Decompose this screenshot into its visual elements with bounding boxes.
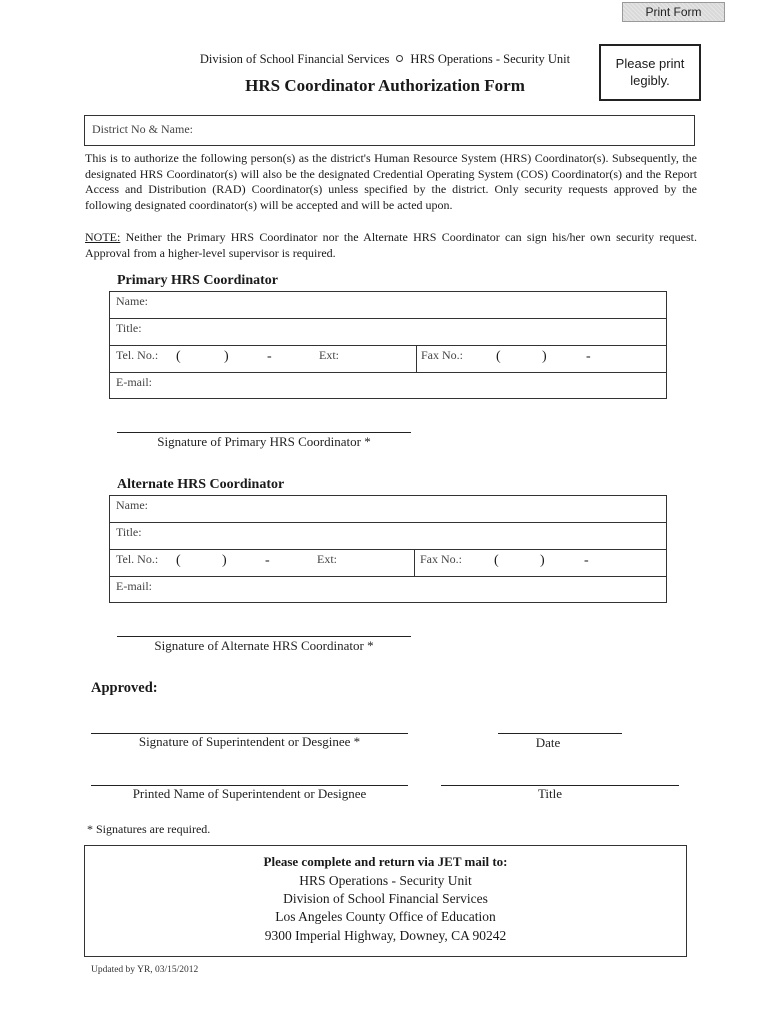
primary-tel-paren-open: ( xyxy=(176,349,181,364)
primary-fax-paren-close: ) xyxy=(542,349,547,364)
alternate-signature-line[interactable] xyxy=(117,636,411,637)
alternate-fax-dash: - xyxy=(584,553,589,568)
title-label: Title xyxy=(537,786,563,801)
alternate-phone-row xyxy=(110,550,666,577)
return-line-office: Los Angeles County Office of Education xyxy=(275,909,496,924)
primary-fax-label: Fax No.: xyxy=(421,348,463,362)
return-heading: Please complete and return via JET mail to: xyxy=(263,854,508,869)
print-legibly-note xyxy=(599,44,701,101)
district-label: District No & Name: xyxy=(92,122,193,136)
primary-title-field[interactable] xyxy=(110,319,666,346)
primary-phone-row xyxy=(110,346,666,373)
return-line-unit: HRS Operations - Security Unit xyxy=(299,873,472,888)
alternate-name-field[interactable] xyxy=(110,496,666,523)
print-note-line2: legibly. xyxy=(630,73,670,88)
alternate-tel-paren-open: ( xyxy=(176,553,181,568)
print-form-button[interactable]: Print Form xyxy=(622,2,725,22)
separator-circle-icon xyxy=(396,55,403,62)
alternate-fax-label: Fax No.: xyxy=(420,552,462,566)
primary-ext-label: Ext: xyxy=(319,348,339,362)
alternate-tel-dash: - xyxy=(265,553,270,568)
alternate-ext-label: Ext: xyxy=(317,552,337,566)
alternate-tel-label: Tel. No.: xyxy=(116,552,159,566)
superintendent-signature-label: Signature of Superintendent or Desginee * xyxy=(138,734,361,749)
date-line[interactable] xyxy=(498,733,622,734)
form-title: HRS Coordinator Authorization Form xyxy=(245,76,525,95)
alternate-fax-paren-open: ( xyxy=(494,553,499,568)
primary-title-label: Title: xyxy=(116,321,142,335)
alternate-coordinator-table xyxy=(109,495,667,603)
note-text: Neither the Primary HRS Coordinator nor the Alternate HRS Coordinator can sign his/her own security request. Approval from a higher-level supervisor is required. xyxy=(85,230,697,260)
note-paragraph xyxy=(85,230,697,261)
date-label: Date xyxy=(535,735,561,750)
primary-fax-paren-open: ( xyxy=(496,349,501,364)
note-prefix: NOTE: xyxy=(85,230,121,244)
primary-fax-dash: - xyxy=(586,349,591,364)
alternate-title-field[interactable] xyxy=(110,523,666,550)
unit-name: HRS Operations - Security Unit xyxy=(410,52,571,66)
alternate-tel-paren-close: ) xyxy=(222,553,227,568)
primary-tel-label: Tel. No.: xyxy=(116,348,159,362)
header-division-line xyxy=(150,52,620,67)
intro-paragraph: This is to authorize the following person(s) as the district's Human Resource System (HRS) Coordinator(s). Subsequently, the designated HRS Coordinator(s) will also be the designated Credential Operating System (COS) Coordinator(s) and the Report Access and Distribution (RAD) Coordinator(s) unless specified by the district. Only security requests approved by the following designated coordinator(s) will be accepted and will be acted upon. xyxy=(85,151,697,212)
return-address-box xyxy=(84,845,687,957)
district-field[interactable] xyxy=(84,115,695,146)
alternate-title-label: Title: xyxy=(116,525,142,539)
alternate-fax-paren-close: ) xyxy=(540,553,545,568)
primary-tel-paren-close: ) xyxy=(224,349,229,364)
division-name: Division of School Financial Services xyxy=(199,52,390,66)
primary-email-label: E-mail: xyxy=(116,375,152,389)
primary-signature-line[interactable] xyxy=(117,432,411,433)
return-line-division: Division of School Financial Services xyxy=(283,891,488,906)
primary-email-field[interactable] xyxy=(110,373,666,399)
alternate-name-label: Name: xyxy=(116,498,148,512)
primary-name-field[interactable] xyxy=(110,292,666,319)
alternate-signature-label: Signature of Alternate HRS Coordinator * xyxy=(154,638,374,653)
primary-section-title: Primary HRS Coordinator xyxy=(117,273,278,288)
alternate-phone-divider xyxy=(414,550,415,576)
signatures-required-note: * Signatures are required. xyxy=(87,822,211,836)
primary-tel-dash: - xyxy=(267,349,272,364)
footer-updated: Updated by YR, 03/15/2012 xyxy=(91,965,199,975)
print-note-line1: Please print xyxy=(615,56,685,71)
primary-name-label: Name: xyxy=(116,294,148,308)
primary-phone-divider xyxy=(416,346,417,372)
return-line-address: 9300 Imperial Highway, Downey, CA 90242 xyxy=(264,928,507,943)
primary-coordinator-table xyxy=(109,291,667,399)
primary-signature-label: Signature of Primary HRS Coordinator * xyxy=(157,434,371,449)
alternate-email-field[interactable] xyxy=(110,577,666,603)
alternate-email-label: E-mail: xyxy=(116,579,152,593)
alternate-section-title: Alternate HRS Coordinator xyxy=(117,477,285,492)
approved-heading: Approved: xyxy=(91,680,158,696)
printed-name-label: Printed Name of Superintendent or Designee xyxy=(132,786,367,801)
